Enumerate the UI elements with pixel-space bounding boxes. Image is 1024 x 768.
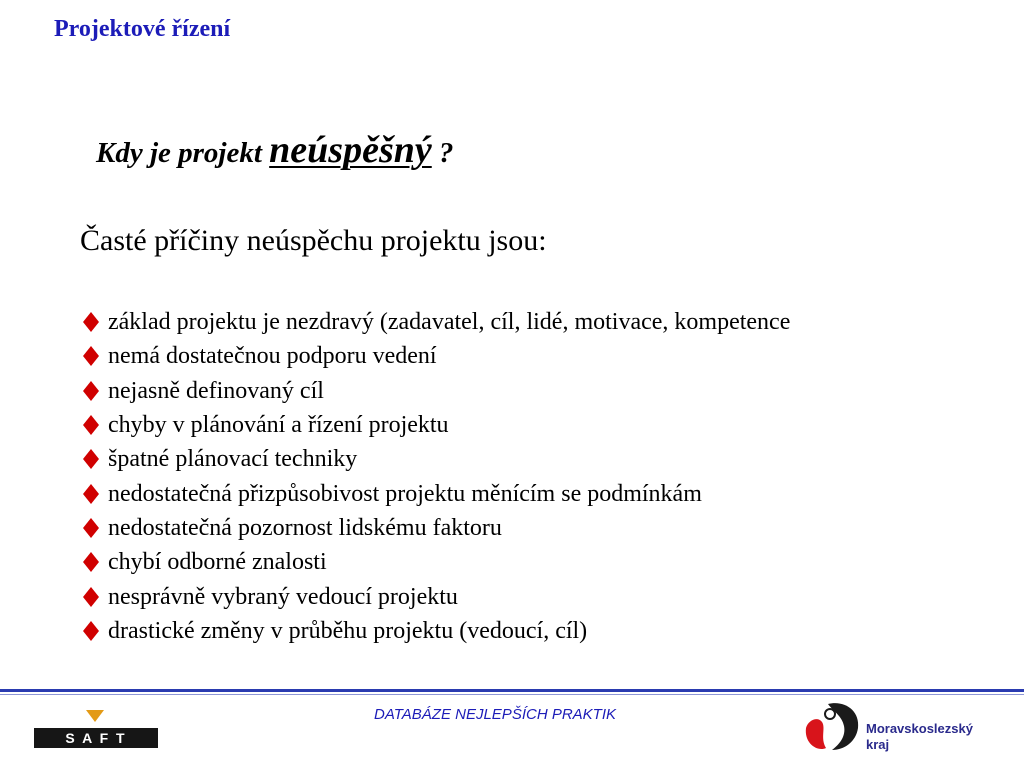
list-item [80, 545, 790, 579]
list-item-label: chyby v plánování a řízení projektu [108, 412, 449, 439]
list-item-label: nejasně definovaný cíl [108, 377, 324, 404]
list-item [80, 339, 790, 373]
diamond-bullet-icon [80, 344, 102, 368]
diamond-bullet-icon [80, 516, 102, 540]
moravskoslezsky-kraj-logo-graphic [800, 698, 990, 760]
saft-logo-text: S A F T [65, 730, 127, 746]
list-item [80, 511, 790, 545]
list-item [80, 614, 790, 648]
diamond-bullet-icon [80, 379, 102, 403]
slide-heading-emphasis: neúspěšný [269, 129, 432, 171]
saft-logo-triangle [86, 710, 104, 722]
list-item-label: chybí odborné znalosti [108, 549, 327, 576]
footer-divider-thin [0, 694, 1024, 695]
list-item [80, 442, 790, 476]
slide-heading-prefix: Kdy je projekt [96, 137, 270, 169]
slide-heading [96, 128, 454, 172]
diamond-bullet-icon [80, 619, 102, 643]
cause-list [80, 305, 790, 648]
footer-caption: DATABÁZE NEJLEPŠÍCH PRAKTIK [374, 706, 616, 723]
list-item-label: špatné plánovací techniky [108, 446, 358, 473]
list-item-label: nedostatečná přizpůsobivost projektu měnícím se podmínkám [108, 480, 702, 507]
saft-logo-graphic [34, 708, 158, 750]
list-item-label: nedostatečná pozornost lidskému faktoru [108, 514, 502, 541]
list-item [80, 408, 790, 442]
diamond-bullet-icon [80, 550, 102, 574]
diamond-bullet-icon [80, 310, 102, 334]
list-item-label: drastické změny v průběhu projektu (vedoucí, cíl) [108, 617, 588, 644]
logo-line2-text: kraj [866, 737, 890, 752]
logo-red-shape-icon [806, 719, 826, 749]
list-item-label: základ projektu je nezdravý (zadavatel, cíl, lidé, motivace, kompetence [108, 309, 791, 336]
moravskoslezsky-kraj-logo [800, 698, 990, 760]
list-item [80, 579, 790, 613]
logo-dot-icon [825, 709, 835, 719]
diamond-bullet-icon [80, 482, 102, 506]
page-title: Projektové řízení [54, 16, 231, 42]
list-item [80, 305, 790, 339]
list-item [80, 374, 790, 408]
footer-divider [0, 689, 1024, 692]
list-item [80, 476, 790, 510]
logo-line1-text: Moravskoslezský [866, 721, 973, 736]
diamond-bullet-icon [80, 413, 102, 437]
saft-logo [34, 708, 158, 750]
list-item-label: nesprávně vybraný vedoucí projektu [108, 583, 458, 610]
list-item-label: nemá dostatečnou podporu vedení [108, 343, 437, 370]
slide-heading-suffix: ? [431, 137, 454, 169]
intro-text: Časté příčiny neúspěchu projektu jsou: [80, 224, 547, 257]
diamond-bullet-icon [80, 447, 102, 471]
diamond-bullet-icon [80, 585, 102, 609]
